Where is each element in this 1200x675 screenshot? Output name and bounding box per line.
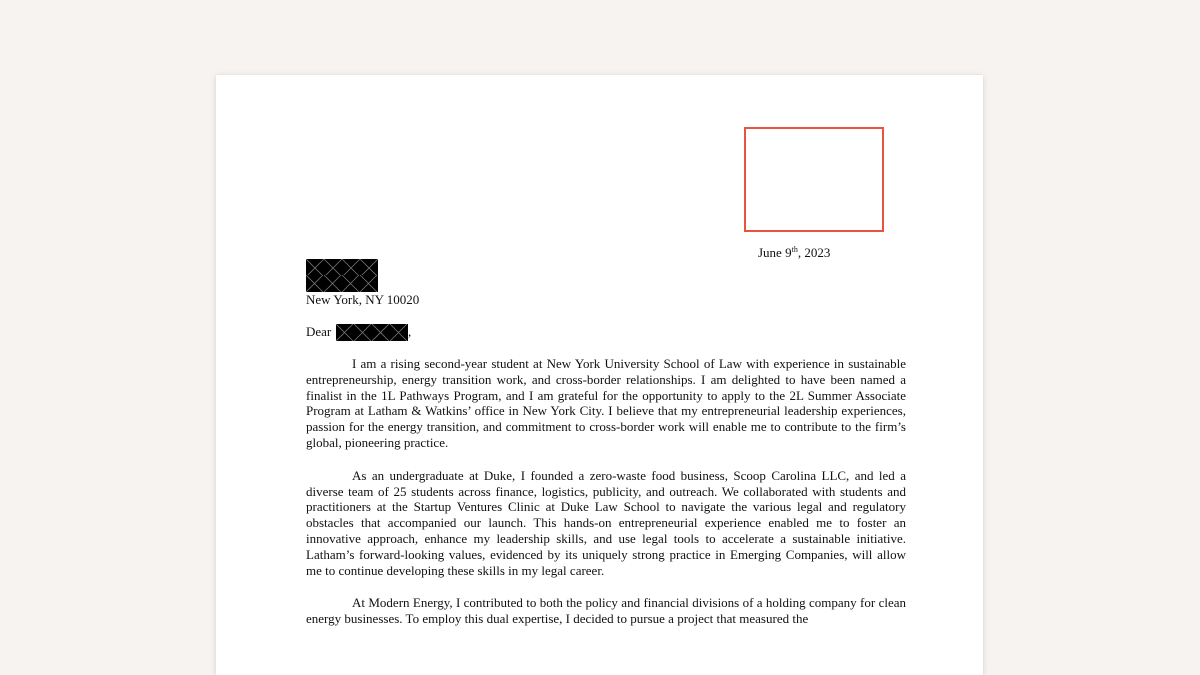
- salutation: Dear: [306, 324, 332, 339]
- highlight-box: [744, 127, 884, 232]
- letter-date: [758, 245, 830, 261]
- date-year: , 2023: [797, 245, 831, 260]
- address-city: New York, NY 10020: [306, 292, 420, 307]
- redacted-recipient: [336, 324, 408, 341]
- date-day: June 9: [758, 245, 792, 260]
- paragraph-3: At Modern Energy, I contributed to both the policy and financial divisions of a holding company for clean energy businesses. To employ this dual expertise, I decided to pursue a project that measured the: [306, 595, 906, 627]
- redacted-address: [306, 275, 378, 292]
- letter-body: [306, 356, 906, 644]
- salutation-comma: ,: [408, 324, 412, 339]
- date-ordinal: th: [791, 245, 798, 254]
- paragraph-1: I am a rising second-year student at New York University School of Law with experience in sustainable entrepreneurship, energy transition work, and cross-border relationships. I am delighted to have been named a finalist in the 1L Pathways Program, and I am grateful for the opportunity to apply to the 2L Summer Associate Program at Latham & Watkins’ office in New York City. I believe that my entrepreneurial leadership experiences, passion for the energy transition, and commitment to cross-border work will enable me to contribute to the firm’s global, pioneering practice.: [306, 356, 906, 450]
- paragraph-2: As an undergraduate at Duke, I founded a zero-waste food business, Scoop Carolina LLC, and led a diverse team of 25 students across finance, logistics, publicity, and outreach. We collaborated with students and practitioners at the Startup Ventures Clinic at Duke Law School to navigate the various legal and regulatory obstacles that accompanied our launch. This hands-on entrepreneurial experience enabled me to foster an innovative approach, enhance my leadership skills, and use legal tools to accelerate a sustainable initiative. Latham’s forward-looking values, evidenced by its uniquely strong practice in Emerging Companies, will allow me to continue developing these skills in my legal career.: [306, 467, 906, 578]
- letter-page: [216, 75, 983, 675]
